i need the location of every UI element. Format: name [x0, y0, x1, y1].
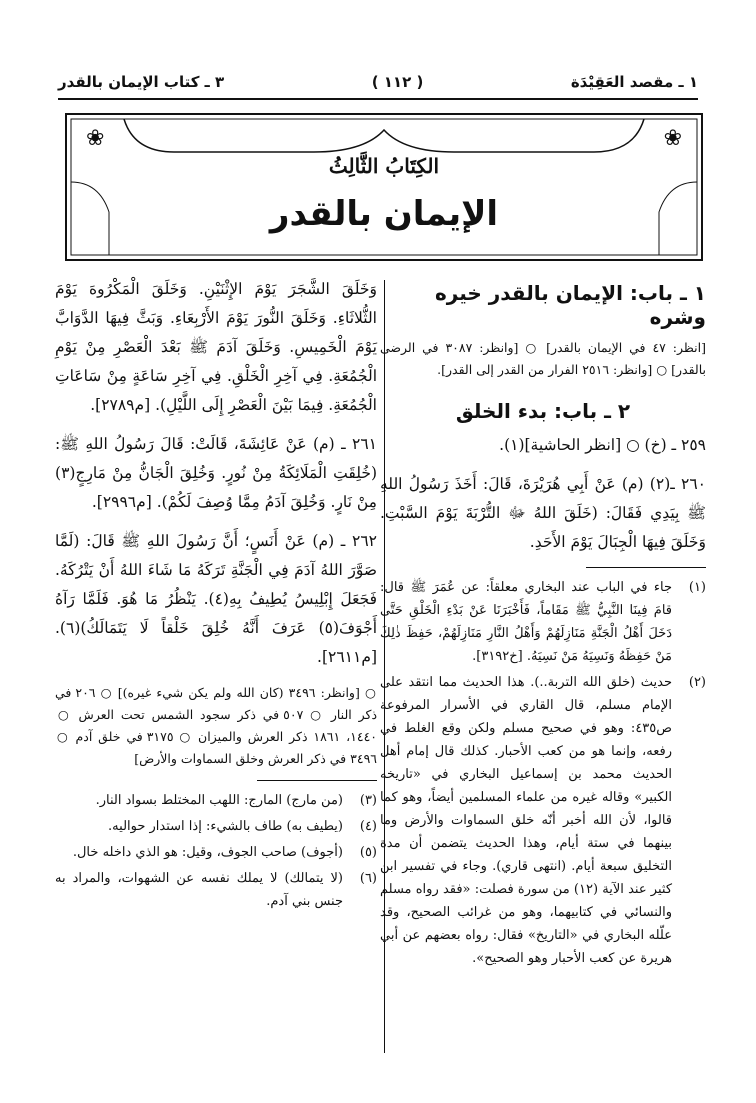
footnote-text: حديث (خلق الله التربة..). هذا الحديث مما انتقد على الإمام مسلم، قال القاري في الأسرار المرفوعة ص٤٣٥: وهو في صحيح مسلم ولكن وقع الغلط في رفعه، وإنما هو من كعب الأحبار. كذلك قال إمام أهل الحديث محمد بن إسماعيل البخاري في «تاريخه الكبير» وقاله غيره من علماء المسلمين أيضاً، وهو كما قالوا، لأن الله أخبر أنّه خلق السماوات والأرض وما بينهما في ستة أيام، وهذا الحديث يتضمن أن مدة التخليق سبعة أيام. (انتهى قاري). وجاء في تفسير ابن كثير عند الآية (١٢) من سورة فصلت: «فقد رواه مسلم والنسائي في كتابيهما، وهو من غرائب الصحيح، وقد علّله البخاري في «التاريخ» فقال: رواه بعضهم عن أبي هريرة عن كعب الأحبار وهو الصحيح».	[380, 675, 673, 966]
chapter-1-refs: [انظر: ٤٧ في الإيمان بالقدر] ○ [وانظر: ٣٠٨٧ في الرضى بالقدر] ○ [وانظر: ٢٥١٦ الفرار من القدر إلى القدر].	[380, 340, 706, 377]
footnote-text: جاء في الباب عند البخاري معلقاً: عن عُمَرَ ﷺ قال: قامَ فِينَا النَّبِيُّ ﷺ مَقَاماً، فَأَخْبَرَنَا عَنْ بَدْءِ الْخَلْقِ حَتَّى دَخَلَ أَهْلُ الْجَنَّةِ مَنَازِلَهُمْ وَأَهْلُ النَّارِ مَنَازِلَهُمْ، حَفِظَ ذٰلِكَ مَنْ حَفِظَهُ وَنَسِيَهُ مَنْ نَسِيَهُ. [خ٣١٩٢].	[380, 580, 672, 664]
book-banner	[64, 112, 704, 262]
footnote-text: (لا يتمالك) لا يملك نفسه عن الشهوات، والمراد به جنس بني آدم.	[55, 871, 343, 909]
footnote	[55, 841, 377, 864]
ornament-left-icon: ❀	[86, 126, 105, 151]
left-column	[55, 275, 377, 916]
footnote	[55, 867, 377, 913]
running-head	[58, 68, 698, 96]
footnote-number: (٣)	[359, 793, 377, 808]
chapter-heading-2: ٢ ـ باب: بدء الخلق	[455, 399, 631, 423]
hadith-261: ٢٦١ ـ (م) عَنْ عَائِشَةَ، قَالَتْ: قَالَ رَسُولُ اللهِ ﷺ: (خُلِقَتِ الْمَلَائِكَةُ مِنْ نُورٍ. وَخُلِقَ الْجَانُّ مِنْ مَارِجٍ(٣) مِنْ نَارٍ. وَخُلِقَ آدَمُ مِمَّا وُصِفَ لَكُمْ). [م٢٩٩٦].	[55, 435, 377, 511]
right-column	[380, 275, 706, 973]
footnote-number: (٥)	[359, 845, 377, 860]
cross-references: ○ [وانظر: ٣٤٩٦ (كان الله ولم يكن شيء غيره)] ○ ٢٠٦ في ذكر النار ○ ٥٠٧ في ذكر سجود الشمس تحت العرش ○ ١٤٤٠، ١٨٦١ ذكر العرش والميزان ○ ٣١٧٥ في خلق آدم ○ ٣٤٩٦ في ذكر العرش وخلق السماوات والأرض]	[55, 685, 378, 766]
hadith-259: ٢٥٩ ـ (خ) ○ [انظر الحاشية](١).	[499, 436, 706, 454]
page-number: ( ١١٢ )	[371, 73, 424, 91]
footnote-rule	[586, 567, 706, 568]
footnote-number: (١)	[688, 580, 706, 595]
footnote-text: (أجوف) صاحب الجوف، وقيل: هو الذي داخله خال.	[72, 845, 343, 860]
footnote-number: (٤)	[359, 819, 377, 834]
hadith-260-continued: وَخَلَقَ الشَّجَرَ يَوْمَ الإِثْنَيْنِ. وَخَلَقَ الْمَكْرُوهَ يَوْمَ الثُّلاثَاءِ. وَخَلَقَ النُّورَ يَوْمَ الأَرْبِعَاءِ. وَبَثَّ فِيهَا الدَّوَابَّ يَوْمَ الْخَمِيسِ. وَخَلَقَ آدَمَ ﷺ بَعْدَ الْعَصْرِ مِنْ يَوْمِ الْجُمُعَةِ. فِي آخِرِ الْخَلْقِ. فِي آخِرِ سَاعَةٍ مِنْ سَاعَاتِ الْجُمُعَةِ. فِيمَا بَيْنَ الْعَصْرِ إِلَى اللَّيْلِ). [م٢٧٨٩].	[55, 280, 377, 414]
footnote	[380, 576, 706, 668]
footnote	[380, 671, 706, 970]
header-book: ٣ ـ كتاب الإيمان بالقدر	[58, 73, 225, 91]
book-number: الكِتَابُ الثَّالِثُ	[328, 154, 440, 178]
hadith-260: ٢٦٠ ـ(٢) (م) عَنْ أَبِي هُرَيْرَةَ، قَالَ: أَخَذَ رَسُولُ اللهِ ﷺ بِيَدِي فَقَالَ: (خَلَقَ اللهُ ﷻ التُّرْبَةَ يَوْمَ السَّبْتِ. وَخَلَقَ فِيهَا الْجِبَالَ يَوْمَ الأَحَدِ.	[380, 475, 707, 551]
book-title: الإيمان بالقدر	[269, 194, 499, 234]
hadith-262: ٢٦٢ ـ (م) عَنْ أَنَسٍ؛ أَنَّ رَسُولَ اللهِ ﷺ قَالَ: (لَمَّا صَوَّرَ اللهُ آدَمَ فِي الْجَنَّةِ تَرَكَهُ مَا شَاءَ اللهُ أَنْ يَتْرُكَهُ. فَجَعَلَ إِبْلِيسُ يُطِيفُ بِهِ(٤). يَنْظُرُ مَا هُوَ. فَلَمَّا رَآهُ أَجْوَفَ(٥) عَرَفَ أَنَّهُ خُلِقَ خَلْقاً لَا يَتَمَالَكُ)(٦). [م٢٦١١].	[55, 532, 377, 666]
footnote-rule	[257, 780, 377, 781]
footnote-number: (٦)	[359, 871, 377, 886]
footnote	[55, 789, 377, 812]
footnote-text: (يطيف به) طاف بالشيء: إذا استدار حواليه.	[108, 819, 343, 834]
ornament-right-icon: ❀	[663, 126, 682, 151]
footnote-number: (٢)	[688, 675, 706, 690]
footnote	[55, 815, 377, 838]
banner-frame-svg	[64, 112, 704, 262]
footnote-text: (من مارج) المارج: اللهب المختلط بسواد النار.	[95, 793, 343, 808]
chapter-heading-1: ١ ـ باب: الإيمان بالقدر خيره وشره	[434, 281, 706, 329]
header-section: ١ ـ مقصد العَقِيْدَة	[570, 73, 698, 91]
header-rule	[58, 98, 698, 100]
